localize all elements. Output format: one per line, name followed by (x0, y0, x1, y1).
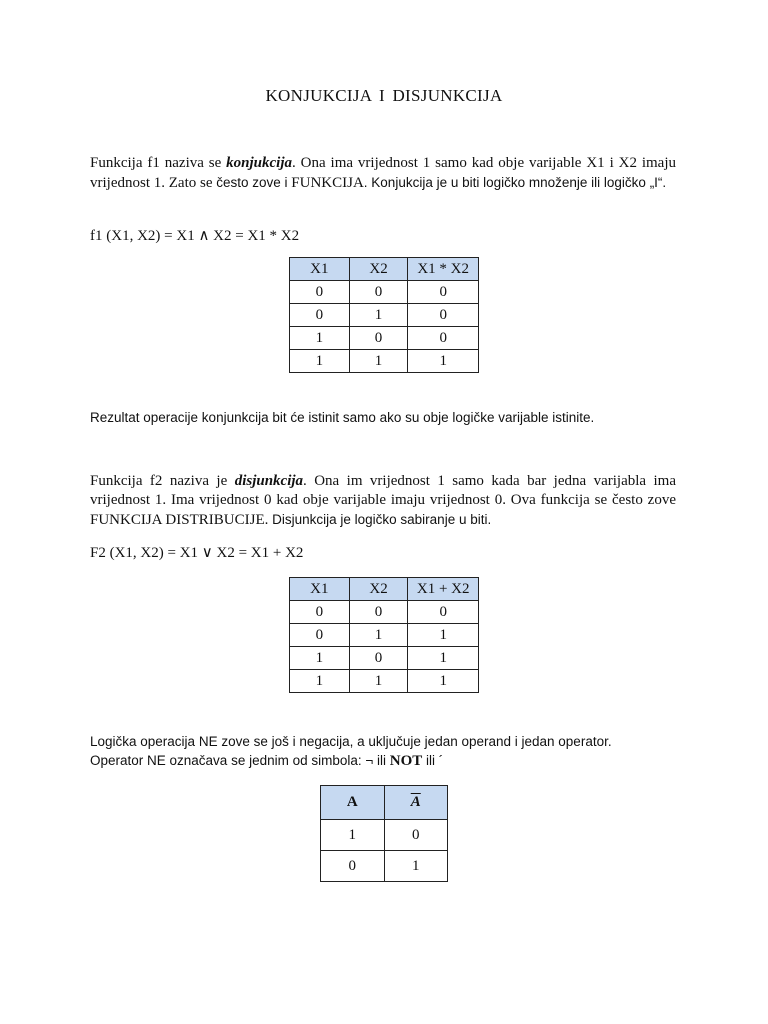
disj-text-b: . Ona im vrijednost 1 samo kada bar jedna varijabla ima vrijednost 1. Ima vrijednost 0 kad obje varijable imaju vrijednost 0. Ova funkcija se često zove FUNKCIJA DISTRIBUCIJE. (90, 473, 676, 528)
table-row (290, 350, 479, 373)
table-cell: 0 (349, 601, 408, 624)
header-cell: A (321, 786, 385, 820)
header-cell-negated (384, 786, 448, 820)
table-cell: 1 (408, 350, 479, 373)
table-row (290, 624, 479, 647)
table-cell: 0 (321, 851, 385, 882)
table-cell: 1 (290, 670, 350, 693)
disj-term: disjunkcija (234, 473, 304, 489)
negated-a-symbol: $\overline{A}$ (410, 794, 421, 810)
table-row (290, 647, 479, 670)
table-cell: 1 (349, 350, 408, 373)
disjunction-formula: F2 (X1, X2) = X1 ∨ X2 = X1 + X2 (90, 545, 304, 561)
not-keyword: NOT (389, 753, 423, 769)
table-cell: 0 (384, 820, 448, 851)
table-cell: 1 (384, 851, 448, 882)
conjunction-formula: f1 (X1, X2) = X1 ∧ X2 = X1 * X2 (90, 228, 300, 244)
table-row (290, 304, 479, 327)
table-cell: 0 (290, 281, 350, 304)
disj-text-c: Disjunkcija je logičko sabiranje u biti. (272, 512, 492, 527)
table-cell: 0 (408, 281, 479, 304)
conj-term: konjukcija (226, 155, 293, 171)
header-cell: X2 (349, 578, 408, 601)
table-cell: 0 (290, 304, 350, 327)
table-cell: 1 (290, 327, 350, 350)
conj-text-c: često zove i (216, 175, 292, 190)
conj-text-a: Funkcija f1 naziva se (90, 155, 227, 171)
header-cell: X1 + X2 (408, 578, 479, 601)
table-header-row (321, 786, 448, 820)
disjunction-paragraph (90, 472, 676, 530)
negation-truth-table (320, 785, 448, 882)
table-cell: 1 (408, 624, 479, 647)
table-header-row (290, 258, 479, 281)
table-cell: 1 (408, 670, 479, 693)
table-cell: 0 (349, 327, 408, 350)
table-cell: 0 (408, 304, 479, 327)
table-cell: 1 (349, 670, 408, 693)
table-cell: 0 (408, 327, 479, 350)
conjunction-truth-table (289, 257, 479, 373)
conj-text-e: . Konjukcija je u biti logičko množenje ili logičko „I“. (363, 175, 667, 190)
conjunction-paragraph (90, 154, 676, 193)
table-header-row (290, 578, 479, 601)
table-cell: 0 (290, 601, 350, 624)
table-cell: 1 (408, 647, 479, 670)
table-cell: 1 (290, 647, 350, 670)
table-row (290, 281, 479, 304)
negation-line-2-text: Operator NE označava se jednim od simbola: ¬ ili (90, 753, 390, 768)
page-title: KONJUKCIJA I DISJUNKCIJA (265, 86, 503, 105)
header-cell: X2 (349, 258, 408, 281)
table-row (290, 670, 479, 693)
table-cell: 0 (349, 647, 408, 670)
conj-text-d: FUNKCIJA (291, 175, 364, 191)
disj-text-a: Funkcija f2 naziva je (90, 473, 235, 489)
table-cell: 0 (349, 281, 408, 304)
table-row (321, 851, 448, 882)
table-cell: 1 (349, 304, 408, 327)
table-cell: 1 (321, 820, 385, 851)
negation-line-2 (90, 753, 443, 770)
table-cell: 0 (290, 624, 350, 647)
negation-line-2-end: ili ´ (422, 753, 444, 768)
table-cell: 1 (290, 350, 350, 373)
header-cell: X1 * X2 (408, 258, 479, 281)
table-row (290, 327, 479, 350)
negation-line-1: Logička operacija NE zove se još i negacija, a uključuje jedan operand i jedan operator. (90, 734, 612, 749)
conj-text-b: . Ona ima vrijednost 1 samo kad obje varijable X1 i X2 imaju vrijednost 1. Zato se (90, 155, 676, 191)
table-cell: 0 (408, 601, 479, 624)
table-row (290, 601, 479, 624)
table-cell: 1 (349, 624, 408, 647)
conjunction-result: Rezultat operacije konjunkcija bit će istinit samo ako su obje logičke varijable istinite. (90, 410, 595, 425)
table-row (321, 820, 448, 851)
header-cell: X1 (290, 258, 350, 281)
header-cell: X1 (290, 578, 350, 601)
disjunction-truth-table (289, 577, 479, 693)
